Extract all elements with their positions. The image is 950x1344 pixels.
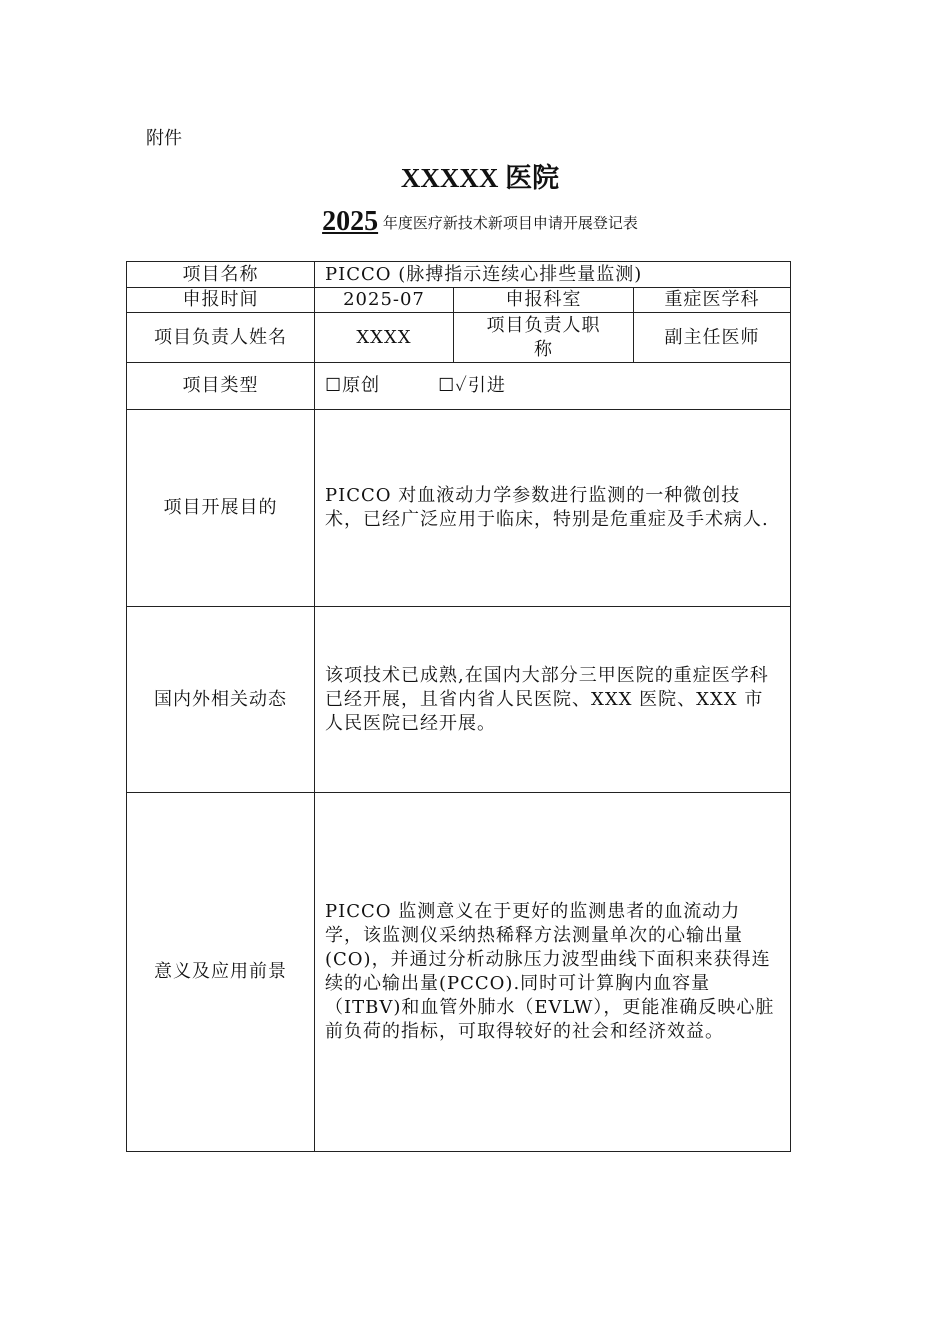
form-title: 年度医疗新技术新项目申请开展登记表: [382, 214, 638, 232]
purpose-text: PICCO 对血液动力学参数进行监测的一种微创技 术，已经广泛应用于临床，特别是危重症及手术病人.: [315, 410, 791, 607]
project-type-label: 项目类型: [127, 363, 315, 410]
significance-label: 意义及应用前景: [127, 793, 315, 1152]
project-type-options: [315, 363, 791, 410]
registration-form-table: [126, 261, 791, 1152]
leader-name-label: 项目负责人姓名: [127, 313, 315, 363]
purpose-label: 项目开展目的: [127, 410, 315, 607]
year-label: 2025: [322, 206, 379, 237]
row-significance: [127, 793, 791, 1152]
row-leader: [127, 313, 791, 363]
department-value: 重症医学科: [634, 288, 791, 313]
leader-title-value: 副主任医师: [634, 313, 791, 363]
option-introduced-checkbox[interactable]: ☐✓引进: [438, 375, 506, 396]
significance-text: PICCO 监测意义在于更好的监测患者的血流动力学，该监测仪采纳热稀释方法测量单次的心输出量(CO)，并通过分析动脉压力波型曲线下面积来获得连续的心输出量(PCCO).同时可计算胸内血容量（ITBV)和血管外肺水（EVLW），更能准确反映心脏前负荷的指标，可取得较好的社会和经济效益。: [315, 793, 791, 1152]
project-name-label: 项目名称: [127, 262, 315, 288]
row-project-name: [127, 262, 791, 288]
trends-label: 国内外相关动态: [127, 607, 315, 793]
report-time-label: 申报时间: [127, 288, 315, 313]
report-time-value: 2025-07: [315, 288, 454, 313]
leader-name-value: XXXX: [315, 313, 454, 363]
department-label: 申报科室: [454, 288, 634, 313]
trends-text: 该项技术已成熟,在国内大部分三甲医院的重症医学科已经开展，且省内省人民医院、XXX 医院、XXX 市人民医院已经开展。: [315, 607, 791, 793]
project-name-value: PICCO (脉搏指示连续心排些量监测): [315, 262, 791, 288]
row-project-type: [127, 363, 791, 410]
option-original-checkbox[interactable]: ☐原创: [325, 375, 381, 396]
row-purpose: [127, 410, 791, 607]
hospital-title: XXXXX 医院: [400, 163, 560, 193]
form-subtitle: [0, 206, 950, 238]
row-report-time: [127, 288, 791, 313]
row-trends: [127, 607, 791, 793]
attachment-label: 附件: [146, 128, 182, 149]
leader-title-label: 项目负责人职称: [454, 313, 634, 363]
